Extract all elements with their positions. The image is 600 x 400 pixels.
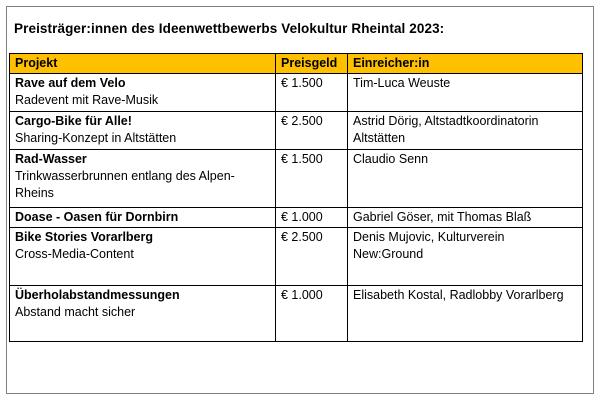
submitter-cell: Astrid Dörig, Altstadtkoordinatorin Altstätten xyxy=(348,112,583,150)
project-name: Rad-Wasser xyxy=(15,152,87,166)
table-row xyxy=(10,112,583,150)
header-submitter: Einreicher:in xyxy=(348,54,583,74)
submitter-cell: Gabriel Göser, mit Thomas Blaß xyxy=(348,208,583,228)
prize-cell: € 2.500 xyxy=(276,228,348,286)
submitter-cell: Denis Mujovic, Kulturverein New:Ground xyxy=(348,228,583,286)
table-row xyxy=(10,74,583,112)
document-title: Preisträger:innen des Ideenwettbewerbs Velokultur Rheintal 2023: xyxy=(14,21,445,36)
prize-cell: € 1.000 xyxy=(276,208,348,228)
project-cell xyxy=(10,286,276,342)
project-name: Cargo-Bike für Alle! xyxy=(15,114,132,128)
prize-cell: € 1.500 xyxy=(276,150,348,208)
project-name: Rave auf dem Velo xyxy=(15,76,126,90)
project-name: Bike Stories Vorarlberg xyxy=(15,230,154,244)
table-row xyxy=(10,150,583,208)
prize-cell: € 1.500 xyxy=(276,74,348,112)
project-cell xyxy=(10,150,276,208)
project-name: Doase - Oasen für Dornbirn xyxy=(15,210,179,224)
project-cell xyxy=(10,74,276,112)
project-cell xyxy=(10,208,276,228)
project-description: Radevent mit Rave-Musik xyxy=(15,93,159,107)
submitter-cell: Tim-Luca Weuste xyxy=(348,74,583,112)
project-description: Cross-Media-Content xyxy=(15,247,134,261)
project-description: Sharing-Konzept in Altstätten xyxy=(15,131,177,145)
prize-winners-table xyxy=(9,53,583,342)
project-cell xyxy=(10,112,276,150)
submitter-cell: Elisabeth Kostal, Radlobby Vorarlberg xyxy=(348,286,583,342)
prize-cell: € 2.500 xyxy=(276,112,348,150)
prize-cell: € 1.000 xyxy=(276,286,348,342)
project-description: Abstand macht sicher xyxy=(15,305,136,319)
header-project: Projekt xyxy=(10,54,276,74)
submitter-cell: Claudio Senn xyxy=(348,150,583,208)
project-description: Trinkwasserbrunnen entlang des Alpen-Rheins xyxy=(15,169,235,200)
header-prize: Preisgeld xyxy=(276,54,348,74)
table-row xyxy=(10,208,583,228)
table-header xyxy=(10,54,583,74)
project-name: Überholabstandmessungen xyxy=(15,288,180,302)
table-row xyxy=(10,228,583,286)
table-body xyxy=(10,74,583,342)
table-header-row xyxy=(10,54,583,74)
project-cell xyxy=(10,228,276,286)
table-row xyxy=(10,286,583,342)
